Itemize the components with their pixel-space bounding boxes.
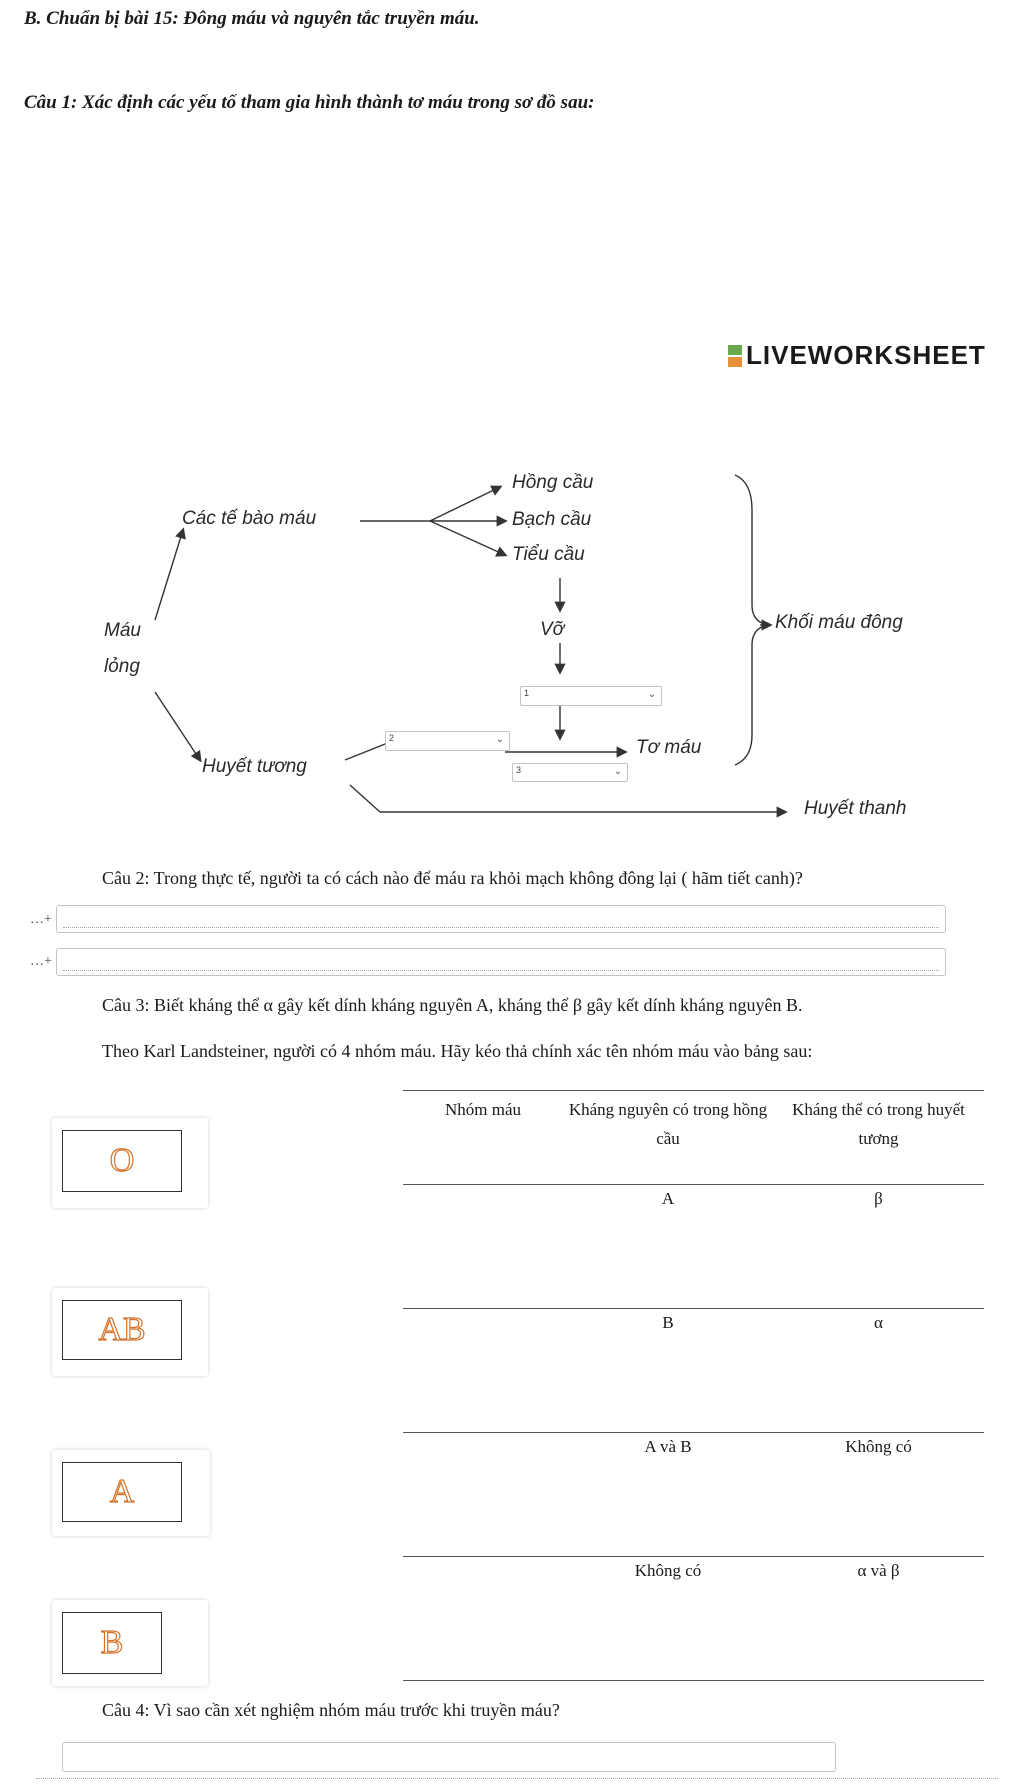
drop-zone-group-1[interactable] [403,1185,563,1309]
blood-group-chip-a[interactable]: A [62,1462,182,1522]
label-serum: Huyết thanh [804,798,907,819]
answer-row-1 [30,912,52,928]
answer-prefix: …+ [30,912,52,927]
antigen-cell: A [563,1185,773,1309]
drop-zone-group-4[interactable] [403,1557,563,1681]
antigen-cell: B [563,1309,773,1433]
answer-dotted-line [36,1778,998,1779]
antigen-cell: Không có [563,1557,773,1681]
antigen-cell: A và B [563,1433,773,1557]
chip-card-ab [52,1288,208,1376]
section-title: B. Chuẩn bị bài 15: Đông máu và nguyên tắc truyền máu. [24,8,480,29]
answer-row-2 [30,954,52,970]
label-blood: Máu [104,620,141,641]
drop-zone-group-2[interactable] [403,1309,563,1433]
brand-text: LIVEWORKSHEET [746,340,986,370]
question-3-line-2: Theo Karl Landsteiner, người có 4 nhóm máu. Hãy kéo thả chính xác tên nhóm máu vào bảng sau: [102,1041,813,1061]
label-white-blood-cells: Bạch cầu [512,509,592,530]
table-row [403,1557,984,1681]
label-red-blood-cells: Hồng cầu [512,472,594,493]
question-3-line-1: Câu 3: Biết kháng thể α gây kết dính kháng nguyên A, kháng thể β gây kết dính kháng nguyên B. [102,995,803,1015]
label-platelets: Tiểu cầu [512,544,585,565]
label-blood-clot: Khối máu đông [775,612,903,633]
table-row [403,1433,984,1557]
blood-group-chip-o[interactable]: O [62,1130,182,1192]
label-liquid: lỏng [104,656,140,677]
antibody-cell: α [773,1309,984,1433]
antibody-cell: Không có [773,1433,984,1557]
blood-group-chip-ab[interactable]: AB [62,1300,182,1360]
chevron-down-icon: ⌄ [647,689,656,700]
header-blood-group: Nhóm máu [403,1091,563,1185]
chip-card-b [52,1600,208,1686]
table-row [403,1309,984,1433]
drop-zone-group-3[interactable] [403,1433,563,1557]
table-row [403,1185,984,1309]
label-break: Vỡ [540,619,565,640]
question-1-text: Câu 1: Xác định các yếu tố tham gia hình thành tơ máu trong sơ đồ sau: [24,92,595,113]
header-antibody: Kháng thể có trong huyết tương [773,1091,984,1185]
question-2-text: Câu 2: Trong thực tế, người ta có cách nào để máu ra khỏi mạch không đông lại ( hãm tiết canh)? [102,868,803,888]
antibody-cell: α và β [773,1557,984,1681]
blood-group-table [403,1090,984,1681]
chip-card-a [52,1450,210,1536]
answer-input-1[interactable] [56,905,946,933]
question-4-text: Câu 4: Vì sao cần xét nghiệm nhóm máu trước khi truyền máu? [102,1700,560,1720]
chip-card-o [52,1118,208,1208]
label-blood-cells: Các tế bào máu [182,508,317,529]
dropdown-2[interactable]: 2 ⌄ [385,731,510,751]
answer-prefix: …+ [30,954,52,969]
header-antigen: Kháng nguyên có trong hồng cầu [563,1091,773,1185]
chevron-down-icon: ⌄ [495,734,504,745]
label-plasma: Huyết tương [202,756,307,777]
clotting-diagram-lines [0,0,1024,840]
chevron-down-icon: ⌄ [613,766,622,777]
answer-input-2[interactable] [56,948,946,976]
label-fibrin: Tơ máu [636,737,702,758]
dropdown-1[interactable]: 1 ⌄ [520,686,662,706]
blood-group-chip-b[interactable]: B [62,1612,162,1674]
dropdown-3[interactable]: 3 ⌄ [512,763,628,782]
antibody-cell: β [773,1185,984,1309]
answer-input-q4[interactable] [62,1742,836,1772]
